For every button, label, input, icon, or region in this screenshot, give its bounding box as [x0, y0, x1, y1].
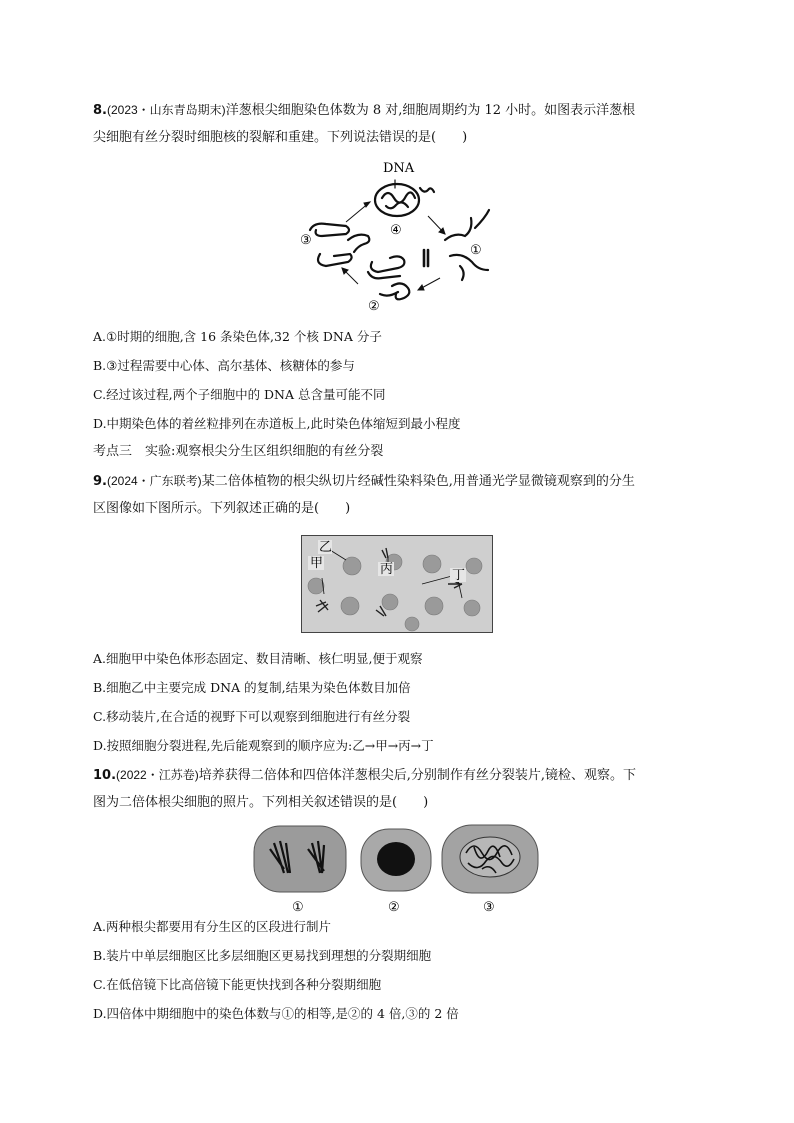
section-title: 考点三 实验:观察根尖分生区组织细胞的有丝分裂 [93, 444, 384, 459]
q9-number: 9. [93, 474, 107, 489]
q10-option-c[interactable]: C.在低倍镜下比高倍镜下能更快找到各种分裂期细胞 [93, 977, 382, 992]
q8-option-b[interactable]: B.③过程需要中心体、高尔基体、核糖体的参与 [93, 358, 355, 373]
q10-option-b[interactable]: B.装片中单层细胞区比多层细胞区更易找到理想的分裂期细胞 [93, 948, 432, 963]
q9-option-c[interactable]: C.移动装片,在合适的视野下可以观察到细胞进行有丝分裂 [93, 709, 411, 724]
q8-number: 8. [93, 103, 107, 118]
q10-option-d[interactable]: D.四倍体中期细胞中的染色体数与①的相等,是②的 4 倍,③的 2 倍 [93, 1006, 459, 1021]
stage4-nucleus [375, 184, 419, 216]
q10-source: (2022・江苏卷) [116, 768, 199, 782]
q9-option-b[interactable]: B.细胞乙中主要完成 DNA 的复制,结果为染色体数目加倍 [93, 680, 411, 695]
q8-stem-line1 [93, 101, 635, 120]
q8-option-d[interactable]: D.中期染色体的着丝粒排列在赤道板上,此时染色体缩短到最小程度 [93, 416, 461, 431]
stage4-chromatin [382, 192, 415, 202]
q9-stem-line2: 区图像如下图所示。下列叙述正确的是( ) [93, 501, 351, 516]
cell-label-2: ② [388, 900, 400, 915]
label-bing: 丙 [380, 562, 394, 577]
q10-stem-line2: 图为二倍体根尖细胞的照片。下列相关叙述错误的是( ) [93, 795, 429, 810]
q9-option-a[interactable]: A.细胞甲中染色体形态固定、数目清晰、核仁明显,便于观察 [93, 651, 423, 666]
q10-option-a[interactable]: A.两种根尖都要用有分生区的区段进行制片 [93, 919, 332, 934]
dna-label: DNA [383, 161, 415, 176]
label-yi: 乙 [319, 540, 333, 555]
label-ding: 丁 [452, 568, 466, 583]
q9-micrograph [301, 535, 493, 633]
q9-stem-text: 某二倍体植物的根尖纵切片经碱性染料染色,用普通光学显微镜观察到的分生 [201, 474, 635, 489]
cell-label-3: ③ [483, 900, 495, 915]
q8-source: (2023・山东青岛期末) [106, 103, 226, 117]
stage-label-3: ③ [300, 233, 312, 248]
q9-stem-line1 [93, 472, 635, 491]
q8-stem-line2: 尖细胞有丝分裂时细胞核的裂解和重建。下列说法错误的是( ) [93, 130, 468, 145]
stage-label-1: ① [470, 243, 482, 258]
q10-cell-photos [252, 823, 542, 915]
cell-label-1: ① [292, 900, 304, 915]
q9-option-d[interactable]: D.按照细胞分裂进程,先后能观察到的顺序应为:乙→甲→丙→丁 [93, 738, 434, 753]
q10-stem-line1 [93, 766, 636, 785]
q8-nucleus-cycle-figure [300, 158, 510, 316]
cell-1 [254, 826, 346, 892]
stage1-spindle-chromosome [424, 250, 428, 266]
stage2-chromosome [371, 256, 405, 272]
stage1-chromosome [445, 218, 471, 240]
q8-stem-text: 洋葱根尖细胞染色体数为 8 对,细胞周期约为 12 小时。如图表示洋葱根 [225, 103, 636, 118]
q9-source: (2024・广东联考) [106, 474, 202, 488]
stage-label-4: ④ [390, 223, 402, 238]
stage-label-2: ② [368, 299, 380, 314]
q10-number: 10. [93, 768, 117, 783]
stage3-chromosome [310, 224, 349, 236]
q8-option-c[interactable]: C.经过该过程,两个子细胞中的 DNA 总含量可能不同 [93, 387, 386, 402]
q8-option-a[interactable]: A.①时期的细胞,含 16 条染色体,32 个核 DNA 分子 [93, 329, 382, 344]
label-jia: 甲 [310, 556, 324, 571]
q10-stem-text: 培养获得二倍体和四倍体洋葱根尖后,分别制作有丝分裂装片,镜检、观察。下 [198, 768, 636, 783]
cell-2-nucleus [377, 842, 415, 876]
